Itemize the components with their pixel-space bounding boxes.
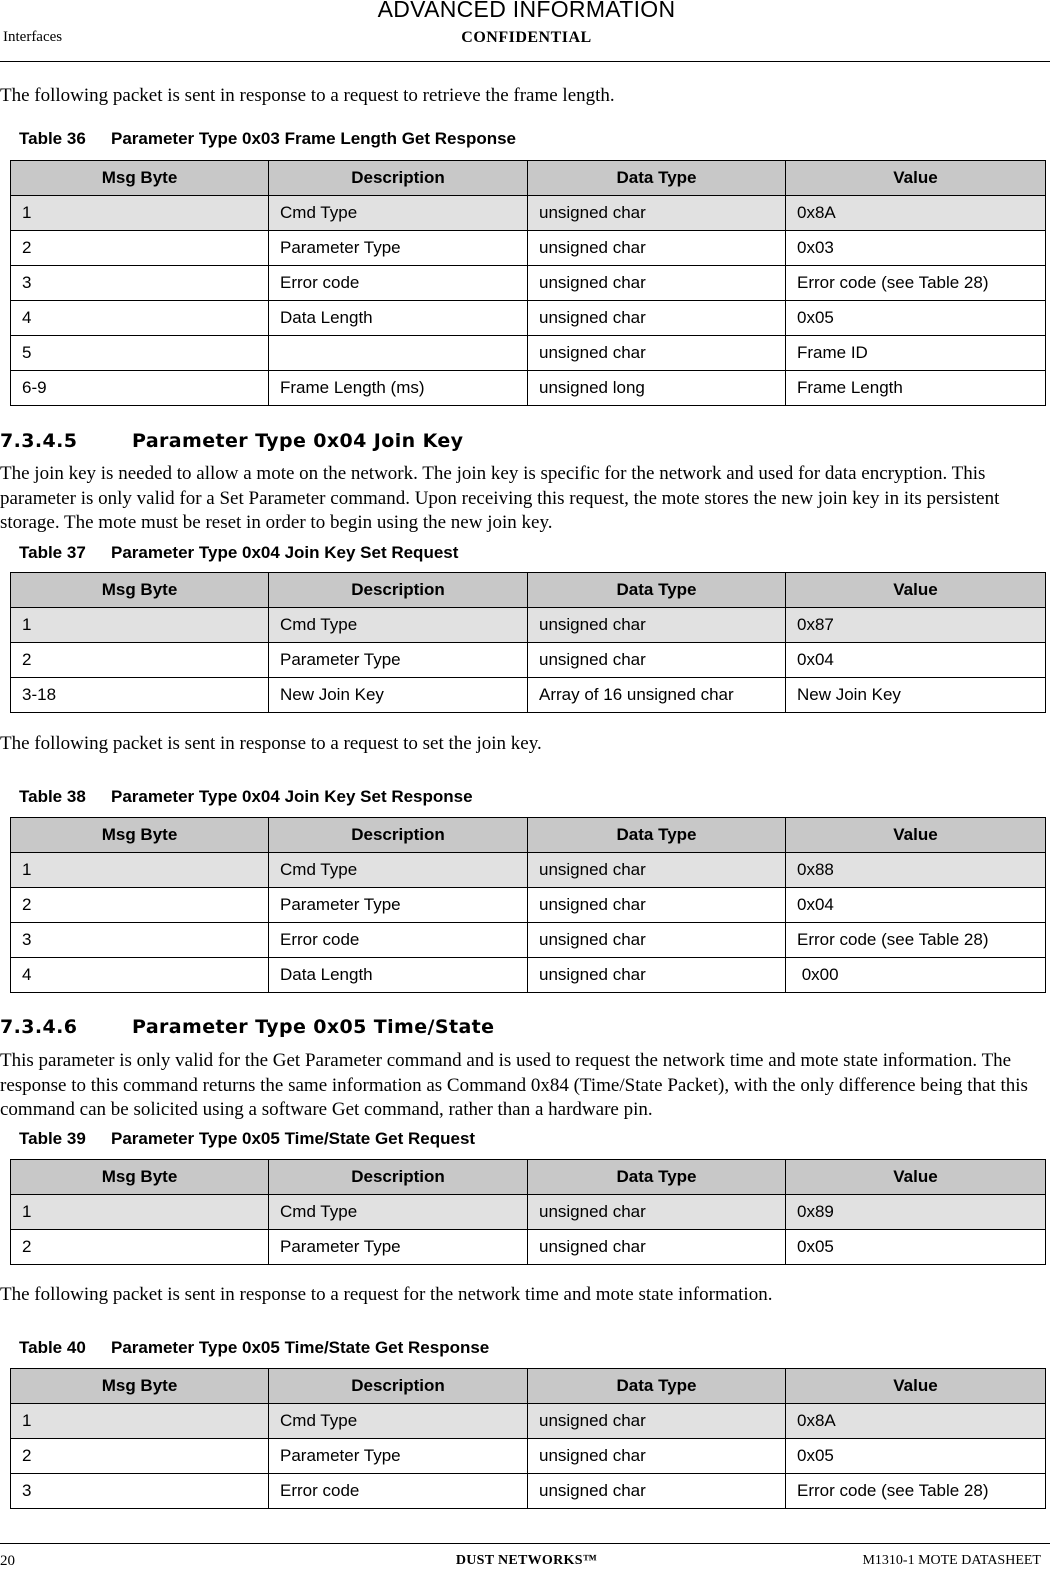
table-cell: unsigned char (528, 958, 786, 993)
table-cell: 5 (11, 336, 269, 371)
column-header: Description (269, 573, 528, 608)
table-39-caption (19, 1129, 475, 1149)
table-number: Table 37 (19, 543, 86, 562)
table-cell: Parameter Type (269, 643, 528, 678)
column-header: Description (269, 818, 528, 853)
table-cell: Cmd Type (269, 1404, 528, 1439)
table-cell: 0x8A (786, 196, 1046, 231)
intro-paragraph-frame-length: The following packet is sent in response to a request to retrieve the frame length. (0, 85, 615, 106)
advanced-information-banner: ADVANCED INFORMATION (377, 0, 676, 22)
table-cell: unsigned char (528, 196, 786, 231)
table-cell: Parameter Type (269, 1439, 528, 1474)
table-cell: 0x00 (786, 958, 1046, 993)
table-header-row (11, 1160, 1046, 1195)
confidential-label: CONFIDENTIAL (461, 29, 592, 46)
table-cell: unsigned char (528, 1439, 786, 1474)
table-number: Table 39 (19, 1129, 86, 1148)
table-cell: 1 (11, 196, 269, 231)
column-header: Description (269, 161, 528, 196)
column-header: Data Type (528, 1369, 786, 1404)
table-row (11, 301, 1046, 336)
table-row (11, 608, 1046, 643)
table-cell: 3 (11, 1474, 269, 1509)
table-cell: 0x05 (786, 301, 1046, 336)
table-cell: Cmd Type (269, 196, 528, 231)
table-number: Table 36 (19, 129, 86, 148)
column-header: Value (786, 573, 1046, 608)
table-cell: Cmd Type (269, 608, 528, 643)
join-key-response-paragraph: The following packet is sent in response to a request to set the join key. (0, 733, 542, 754)
join-key-paragraph: The join key is needed to allow a mote on the network. The join key is specific for the network and used for data encryption. This parameter is only valid for a Set Parameter command. Upon receiving this request, the mote stores the new join key in its persistent storage. The mote must be reset in order to begin using the new join key. (0, 463, 1000, 533)
running-header-section: Interfaces (3, 29, 63, 45)
table-cell: 2 (11, 888, 269, 923)
column-header: Data Type (528, 161, 786, 196)
section-number: 7.3.4.6 (0, 1016, 78, 1038)
table-row (11, 196, 1046, 231)
table-cell: 1 (11, 1404, 269, 1439)
column-header: Msg Byte (11, 818, 269, 853)
table-38 (10, 817, 1046, 993)
column-header: Msg Byte (11, 1369, 269, 1404)
column-header: Description (269, 1369, 528, 1404)
table-cell: 0x05 (786, 1439, 1046, 1474)
section-heading-7-3-4-6 (0, 1016, 494, 1038)
table-header-row (11, 573, 1046, 608)
table-cell: unsigned char (528, 301, 786, 336)
table-cell: unsigned char (528, 231, 786, 266)
table-row (11, 1439, 1046, 1474)
table-row (11, 336, 1046, 371)
table-40-caption (19, 1338, 489, 1358)
table-row (11, 1230, 1046, 1265)
table-cell: Error code (269, 266, 528, 301)
table-cell: Frame ID (786, 336, 1046, 371)
table-cell: Array of 16 unsigned char (528, 678, 786, 713)
section-title: Parameter Type 0x04 Join Key (132, 430, 464, 452)
table-38-caption (19, 787, 473, 807)
table-cell: Frame Length (ms) (269, 371, 528, 406)
table-cell: 2 (11, 1439, 269, 1474)
table-row (11, 643, 1046, 678)
time-state-response-paragraph: The following packet is sent in response to a request for the network time and mote state information. (0, 1284, 773, 1305)
footer-document-title: M1310-1 MOTE DATASHEET (862, 1553, 1041, 1568)
table-cell: 2 (11, 643, 269, 678)
table-cell: New Join Key (269, 678, 528, 713)
table-cell: Data Length (269, 301, 528, 336)
table-cell: 4 (11, 958, 269, 993)
column-header: Value (786, 161, 1046, 196)
table-36 (10, 160, 1046, 406)
table-cell: unsigned char (528, 608, 786, 643)
section-title: Parameter Type 0x05 Time/State (132, 1016, 495, 1038)
table-40 (10, 1368, 1046, 1509)
table-37-caption (19, 543, 458, 563)
table-cell: unsigned char (528, 1195, 786, 1230)
table-row (11, 371, 1046, 406)
table-cell: Parameter Type (269, 231, 528, 266)
column-header: Data Type (528, 1160, 786, 1195)
header-rule (0, 61, 1050, 62)
table-cell: 0x04 (786, 643, 1046, 678)
table-title: Parameter Type 0x05 Time/State Get Response (111, 1338, 490, 1357)
table-cell: 3 (11, 923, 269, 958)
table-row (11, 1474, 1046, 1509)
table-row (11, 888, 1046, 923)
table-cell: 2 (11, 1230, 269, 1265)
table-cell: Parameter Type (269, 888, 528, 923)
table-cell: Error code (see Table 28) (786, 923, 1046, 958)
table-cell: New Join Key (786, 678, 1046, 713)
column-header: Msg Byte (11, 573, 269, 608)
time-state-paragraph: This parameter is only valid for the Get Parameter command and is used to request the network time and mote state information. The response to this command returns the same information as Command 0x84 (Time/State Packet), with the only difference being that this command can be solicited using a software Get command, rather than a hardware pin. (0, 1050, 1028, 1120)
section-heading-7-3-4-5 (0, 430, 463, 452)
column-header: Description (269, 1160, 528, 1195)
column-header: Data Type (528, 818, 786, 853)
table-row (11, 1195, 1046, 1230)
table-cell: unsigned char (528, 1474, 786, 1509)
table-header-row (11, 1369, 1046, 1404)
footer-company: DUST NETWORKS™ (455, 1553, 598, 1568)
page-number: 20 (0, 1553, 15, 1569)
table-cell: 4 (11, 301, 269, 336)
column-header: Msg Byte (11, 1160, 269, 1195)
column-header: Msg Byte (11, 161, 269, 196)
table-cell: unsigned char (528, 266, 786, 301)
table-cell: unsigned long (528, 371, 786, 406)
table-number: Table 40 (19, 1338, 86, 1357)
table-row (11, 923, 1046, 958)
column-header: Data Type (528, 573, 786, 608)
table-36-caption (19, 129, 516, 149)
column-header: Value (786, 1160, 1046, 1195)
table-cell: 0x8A (786, 1404, 1046, 1439)
column-header: Value (786, 818, 1046, 853)
table-cell: unsigned char (528, 853, 786, 888)
table-cell: unsigned char (528, 1230, 786, 1265)
table-row (11, 853, 1046, 888)
table-cell: unsigned char (528, 888, 786, 923)
table-cell (269, 336, 528, 371)
table-row (11, 266, 1046, 301)
table-cell: 1 (11, 1195, 269, 1230)
table-number: Table 38 (19, 787, 86, 806)
table-cell: Data Length (269, 958, 528, 993)
table-header-row (11, 161, 1046, 196)
table-row (11, 678, 1046, 713)
table-cell: 0x05 (786, 1230, 1046, 1265)
table-cell: unsigned char (528, 336, 786, 371)
table-cell: Frame Length (786, 371, 1046, 406)
table-cell: 0x04 (786, 888, 1046, 923)
table-37 (10, 572, 1046, 713)
table-cell: 0x03 (786, 231, 1046, 266)
table-cell: Error code (269, 1474, 528, 1509)
table-cell: 2 (11, 231, 269, 266)
table-title: Parameter Type 0x04 Join Key Set Response (111, 787, 473, 806)
table-cell: Error code (see Table 28) (786, 266, 1046, 301)
column-header: Value (786, 1369, 1046, 1404)
table-cell: Cmd Type (269, 853, 528, 888)
table-cell: 3-18 (11, 678, 269, 713)
table-row (11, 958, 1046, 993)
table-39 (10, 1159, 1046, 1265)
table-cell: Parameter Type (269, 1230, 528, 1265)
table-cell: unsigned char (528, 643, 786, 678)
table-cell: 0x88 (786, 853, 1046, 888)
table-header-row (11, 818, 1046, 853)
table-cell: 1 (11, 853, 269, 888)
table-cell: Cmd Type (269, 1195, 528, 1230)
table-cell: 1 (11, 608, 269, 643)
table-cell: 0x87 (786, 608, 1046, 643)
table-cell: Error code (269, 923, 528, 958)
table-row (11, 231, 1046, 266)
table-cell: unsigned char (528, 1404, 786, 1439)
table-cell: unsigned char (528, 923, 786, 958)
table-cell: 0x89 (786, 1195, 1046, 1230)
table-row (11, 1404, 1046, 1439)
table-cell: 6-9 (11, 371, 269, 406)
footer-rule (0, 1543, 1050, 1544)
table-cell: Error code (see Table 28) (786, 1474, 1046, 1509)
table-title: Parameter Type 0x03 Frame Length Get Response (111, 129, 517, 148)
table-title: Parameter Type 0x05 Time/State Get Request (111, 1129, 476, 1148)
table-cell: 3 (11, 266, 269, 301)
table-title: Parameter Type 0x04 Join Key Set Request (111, 543, 459, 562)
section-number: 7.3.4.5 (0, 430, 78, 452)
